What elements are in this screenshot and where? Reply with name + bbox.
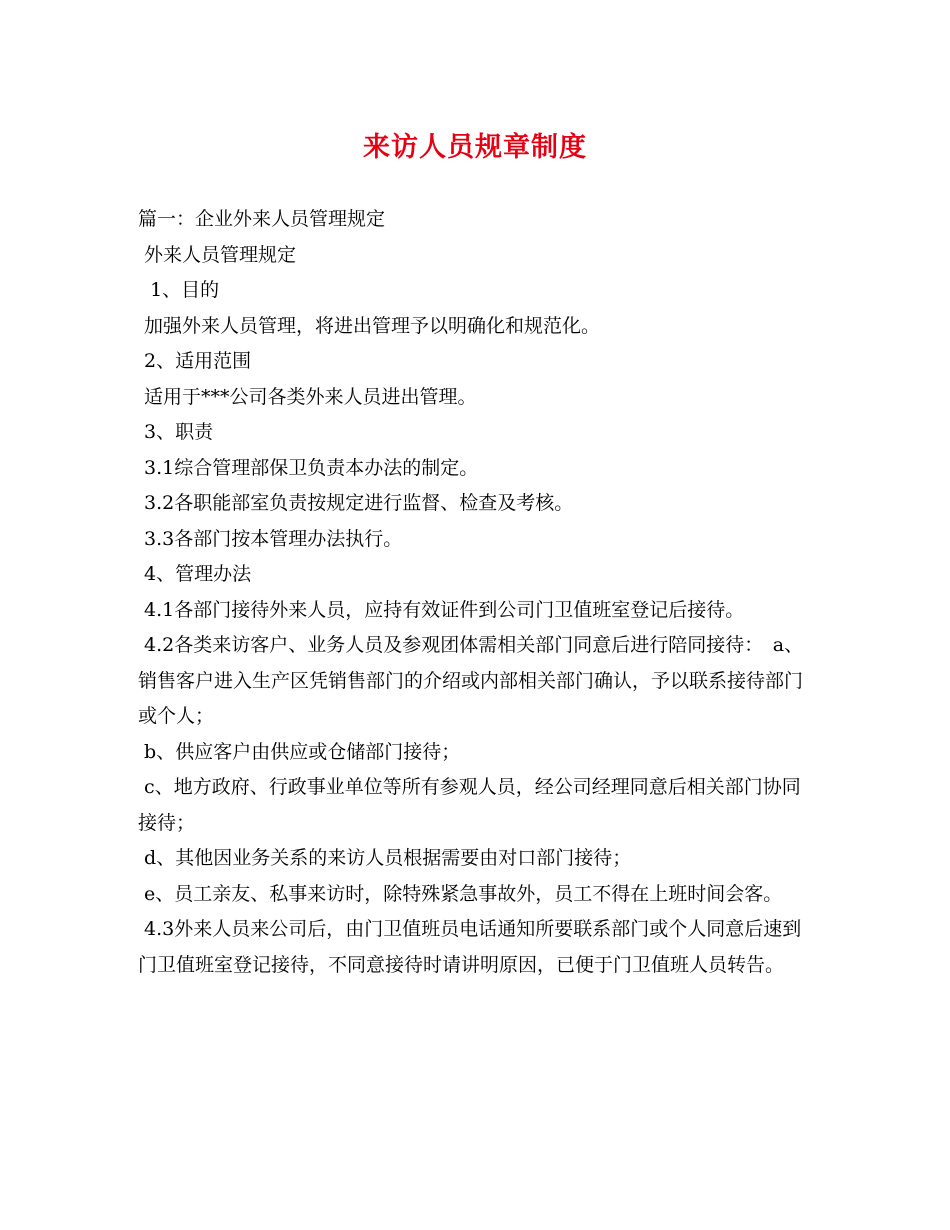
paragraph: 4.1各部门接待外来人员，应持有效证件到公司门卫值班室登记后接待。	[138, 598, 745, 621]
paragraph: 3.2各职能部室负责按规定进行监督、检查及考核。	[138, 492, 574, 514]
paragraph: 3.1综合管理部保卫负责本办法的制定。	[138, 456, 479, 479]
paragraph: c、地方政府、行政事业单位等所有参观人员，经公司经理同意后相关部门协同接待；	[138, 776, 801, 834]
paragraph: 4.2各类来访客户、业务人员及参观团体需相关部门同意后进行陪同接待： a、销售客户进入生产区凭销售部门的介绍或内部相关部门确认，予以联系接待部门或个人；	[138, 634, 804, 727]
document-title: 来访人员规章制度	[363, 132, 587, 163]
paragraph: e、员工亲友、私事来访时，除特殊紧急事故外，员工不得在上班时间会客。	[138, 882, 783, 905]
paragraph: 4.3外来人员来公司后，由门卫值班员电话通知所要联系部门或个人同意后速到门卫值班室登记接待，不同意接待时请讲明原因，已便于门卫值班人员转告。	[138, 918, 802, 976]
paragraph: 2、适用范围	[138, 350, 252, 372]
paragraph: b、供应客户由供应或仓储部门接待；	[138, 740, 461, 763]
paragraph: 篇一：企业外来人员管理规定	[138, 208, 386, 230]
paragraph: 适用于***公司各类外来人员进出管理。	[138, 385, 477, 408]
paragraph: d、其他因业务关系的来访人员根据需要由对口部门接待；	[138, 847, 632, 869]
paragraph: 1、目的	[138, 279, 220, 301]
paragraph: 3、职责	[138, 421, 214, 443]
paragraph: 4、管理办法	[138, 563, 252, 585]
paragraph: 加强外来人员管理，将进出管理予以明确化和规范化。	[138, 314, 601, 337]
document-body	[138, 202, 818, 983]
paragraph: 外来人员管理规定	[138, 243, 297, 266]
paragraph: 3.3各部门按本管理办法执行。	[138, 527, 403, 550]
